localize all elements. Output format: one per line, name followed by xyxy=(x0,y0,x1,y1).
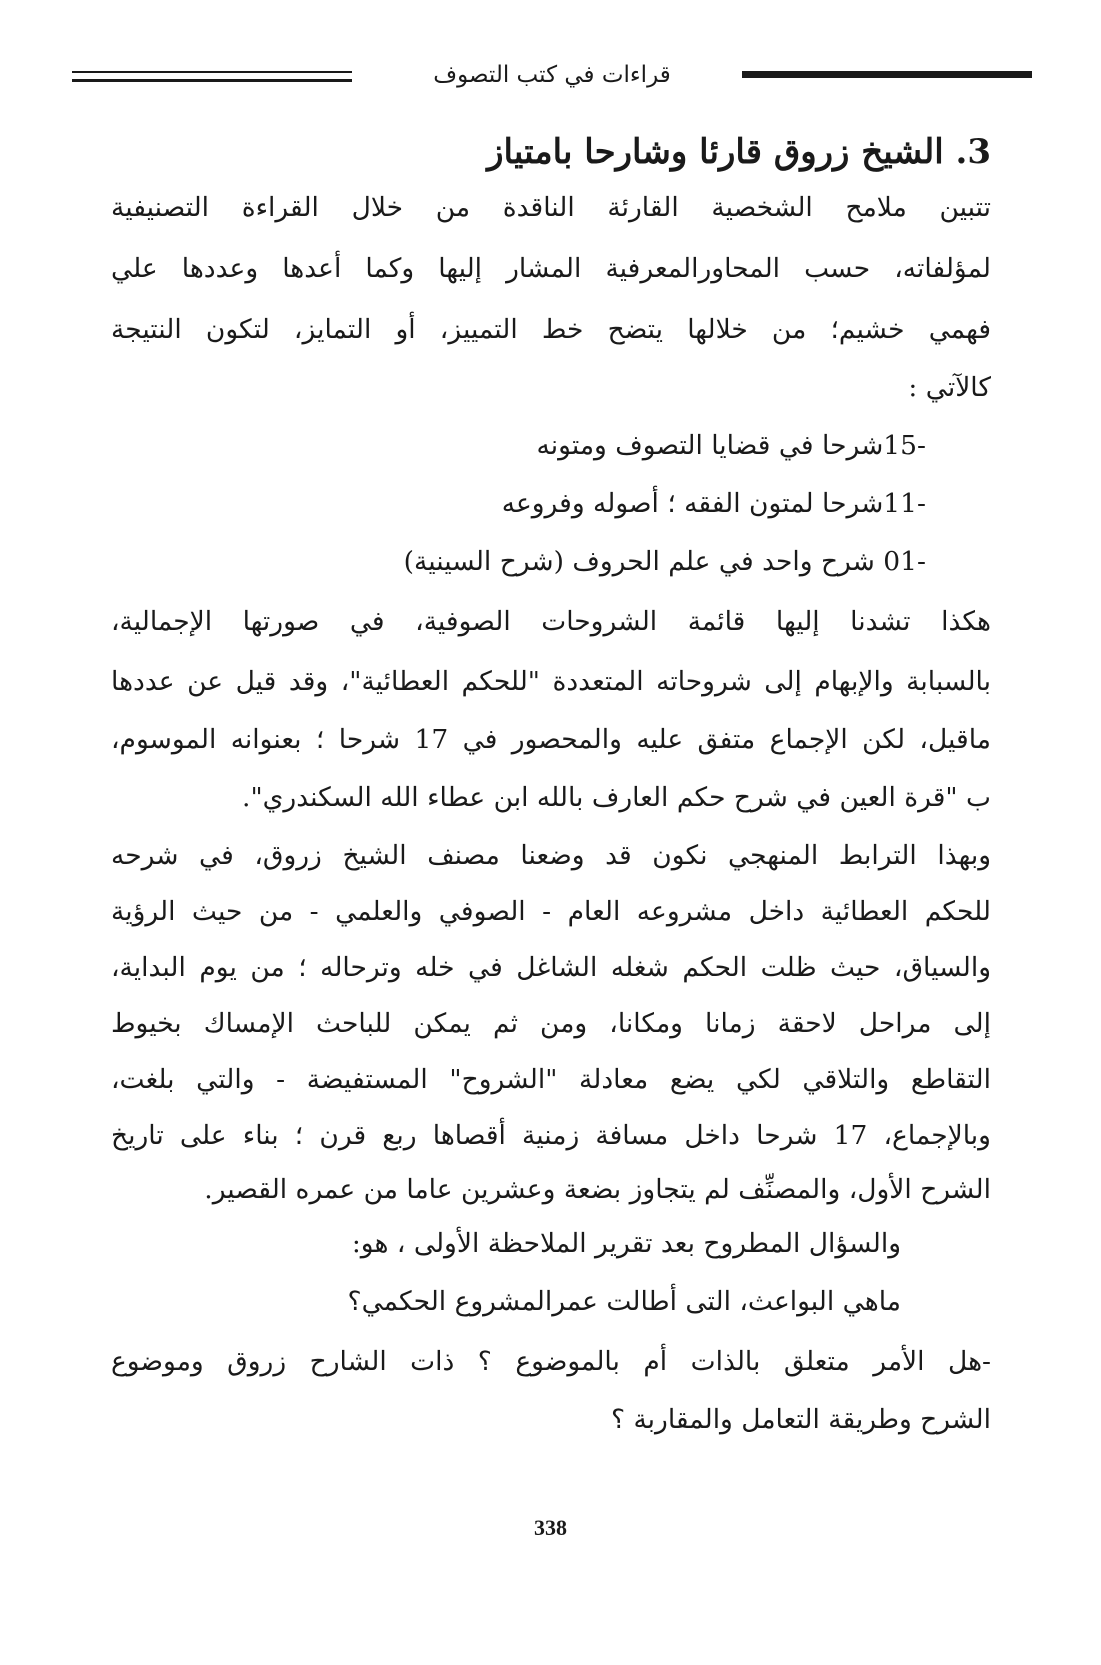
text-line: الشرح الأول، والمصنِّف لم يتجاوز بضعة وعشرين عاما من عمره القصير. xyxy=(204,1174,991,1205)
list-item: -01 شرح واحد في علم الحروف (شرح السينية) xyxy=(403,546,926,577)
text-line: إلى مراحل لاحقة زمانا ومكانا، ومن ثم يمكن للباحث الإمساك بخيوط xyxy=(111,1008,991,1039)
text-line: فهمي خشيم؛ من خلالها يتضح خط التمييز، أو التمايز، لتكون النتيجة xyxy=(111,314,991,345)
page-number: 338 xyxy=(534,1515,567,1540)
text-line: تتبين ملامح الشخصية القارئة الناقدة من خلال القراءة التصنيفية xyxy=(111,192,991,223)
text-line: بالسبابة والإبهام إلى شروحاته المتعددة "للحكم العطائية"، وقد قيل عن عددها xyxy=(111,666,991,697)
text-line: وبالإجماع، 17 شرحا داخل مسافة زمنية أقصاها ربع قرن ؛ بناء على تاريخ xyxy=(111,1120,991,1151)
list-item: -15شرحا في قضايا التصوف ومتونه xyxy=(536,430,926,461)
text-line: لمؤلفاته، حسب المحاورالمعرفية المشار إليها وكما أعدها وعددها علي xyxy=(111,253,991,284)
section-heading: 3. الشيخ زروق قارئا وشارحا بامتياز xyxy=(487,132,991,172)
text-line: للحكم العطائية داخل مشروعه العام - الصوفي والعلمي - من حيث الرؤية xyxy=(111,896,991,927)
text-line: الشرح وطريقة التعامل والمقاربة ؟ xyxy=(610,1404,991,1435)
text-line: والسياق، حيث ظلت الحكم شغله الشاغل في خله وترحاله ؛ من يوم البداية، xyxy=(111,952,991,983)
text-line: والسؤال المطروح بعد تقرير الملاحظة الأولى ، هو: xyxy=(351,1228,901,1259)
text-line: هكذا تشدنا إليها قائمة الشروحات الصوفية، في صورتها الإجمالية، xyxy=(111,606,991,637)
text-line: كالآتي : xyxy=(908,372,991,403)
running-header xyxy=(72,58,1032,98)
text-line: ماهي البواعث، التى أطالت عمرالمشروع الحكمي؟ xyxy=(347,1286,901,1317)
running-title: قراءات في كتب التصوف xyxy=(433,62,671,88)
text-line: وبهذا الترابط المنهجي نكون قد وضعنا مصنف الشيخ زروق، في شرحه xyxy=(111,840,991,871)
header-rule-right xyxy=(742,71,1032,78)
text-line: ب "قرة العين في شرح حكم العارف بالله ابن عطاء الله السكندري". xyxy=(242,782,991,813)
list-item: -11شرحا لمتون الفقه ؛ أصوله وفروعه xyxy=(501,488,926,519)
text-line: ماقيل، لكن الإجماع متفق عليه والمحصور في 17 شرحا ؛ بعنوانه الموسوم، xyxy=(111,724,991,755)
text-line: -هل الأمر متعلق بالذات أم بالموضوع ؟ ذات الشارح زروق وموضوع xyxy=(111,1346,991,1377)
text-line: التقاطع والتلاقي لكي يضع معادلة "الشروح" المستفيضة - والتي بلغت، xyxy=(111,1064,991,1095)
